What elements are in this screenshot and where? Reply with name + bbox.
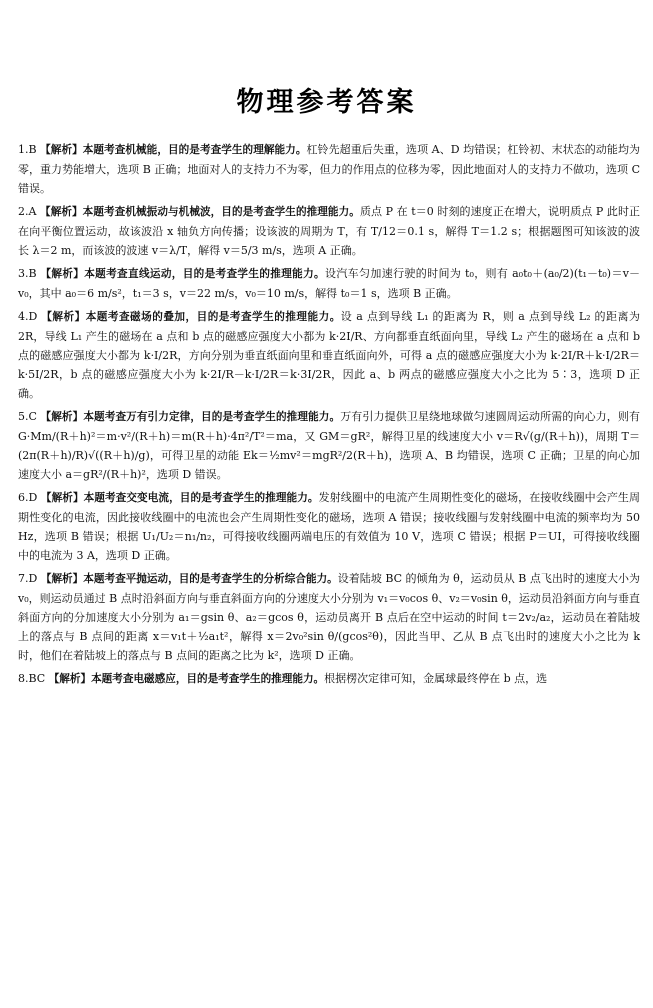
answer-number: 5.C	[18, 410, 37, 423]
answer-item-4	[18, 307, 640, 403]
analysis-heading: 【解析】本题考查平抛运动，目的是考查学生的分析综合能力。	[40, 573, 338, 585]
answer-number: 7.D	[18, 572, 38, 585]
analysis-text: 质点 P 在 t＝0 时刻的速度正在增大，说明质点 P 此时正在向平衡位置运动，故该波沿 x 轴负方向传播；设该波的周期为 T，有 T/12＝0.1 s，解得 T＝1.2 s；根据题图可知该波的波长 λ＝2 m，而该波的波速 v＝λ/T，解得 v＝5/3 m/s，选项 A 正确。	[18, 205, 641, 257]
answer-number: 2.A	[18, 205, 37, 218]
answer-item-8	[18, 669, 640, 688]
analysis-text: 发射线圈中的电流产生周期性变化的磁场，在接收线圈中会产生周期性变化的电流，因此接收线圈中的电流也会产生周期性变化的磁场，选项 A 错误；接收线圈与发射线圈中电流的频率均为 50 Hz，选项 B 错误；根据 U₁/U₂＝n₁/n₂，可得接收线圈两端电压的有效值为 10 V，选项 C 错误；根据 P＝UI，可得接收线圈中的电流为 3 A，选项 D 正确。	[18, 491, 641, 562]
answer-list	[18, 140, 640, 692]
answer-number: 3.B	[18, 267, 37, 280]
answer-number: 1.B	[18, 143, 37, 156]
answer-item-6	[18, 488, 640, 565]
analysis-heading: 【解析】本题考查电磁感应，目的是考查学生的推理能力。	[48, 673, 325, 685]
answer-item-3	[18, 264, 640, 303]
analysis-heading: 【解析】本题考查直线运动，目的是考查学生的推理能力。	[40, 268, 325, 280]
analysis-text: 根据楞次定律可知，金属球最终停在 b 点，选	[324, 672, 548, 685]
analysis-heading: 【解析】本题考查机械振动与机械波，目的是考查学生的推理能力。	[40, 206, 360, 218]
analysis-text: 杠铃先超重后失重，选项 A、D 均错误；杠铃初、末状态的动能均为零，重力势能增大，选项 B 正确；地面对人的支持力不为零，但力的作用点的位移为零，因此地面对人的支持力不做功，选项 C 错误。	[18, 143, 641, 195]
answer-number: 8.BC	[18, 672, 46, 685]
answer-number: 4.D	[18, 310, 38, 323]
analysis-heading: 【解析】本题考查机械能，目的是考查学生的理解能力。	[40, 144, 307, 156]
answer-item-2	[18, 202, 640, 260]
analysis-text: 设 a 点到导线 L₁ 的距离为 R，则 a 点到导线 L₂ 的距离为 2R，导线 L₁ 产生的磁场在 a 点和 b 点的磁感应强度大小都为 k·2I/R、方向都垂直纸面向里，导线 L₂ 产生的磁场在 a 点和 b 点的磁感应强度大小都为 k·I/2R，方向分别为垂直纸面向里和垂直纸面向外，可得 a 点的磁感应强度大小为 k·2I/R＋k·I/2R＝k·5I/2R，b 点的磁感应强度大小为 k·2I/R－k·I/2R＝k·3I/2R，因此 a、b 两点的磁感应强度大小之比为 5∶3，选项 D 正确。	[18, 310, 641, 400]
analysis-text: 设汽车匀加速行驶的时间为 t₀，则有 a₀t₀＋(a₀/2)(t₁－t₀)＝v－v₀，其中 a₀＝6 m/s²，t₁＝3 s，v＝22 m/s，v₀＝10 m/s，解得 t₀＝1 s，选项 B 正确。	[18, 267, 641, 300]
answer-number: 6.D	[18, 491, 38, 504]
analysis-heading: 【解析】本题考查磁场的叠加，目的是考查学生的推理能力。	[41, 311, 341, 323]
analysis-heading: 【解析】本题考查万有引力定律，目的是考查学生的推理能力。	[40, 411, 341, 423]
analysis-text: 设着陆坡 BC 的倾角为 θ，运动员从 B 点飞出时的速度大小为 v₀，则运动员通过 B 点时沿斜面方向与垂直斜面方向的分速度大小分别为 v₁＝v₀cos θ、v₂＝v₀sin θ，运动员沿斜面方向与垂直斜面方向的分加速度大小分别为 a₁＝gsin θ、a₂＝gcos θ，运动员离开 B 点后在空中运动的时间 t＝2v₂/a₂，运动员在着陆坡上的落点与 B 点间的距离 x＝v₁t＋½a₁t²，解得 x＝2v₀²sin θ/(gcos²θ)，因此当甲、乙从 B 点飞出时的速度大小之比为 k 时，他们在着陆坡上的落点与 B 点间的距离之比为 k²，选项 D 正确。	[18, 572, 640, 662]
answer-item-1	[18, 140, 640, 198]
analysis-heading: 【解析】本题考查交变电流，目的是考查学生的推理能力。	[40, 492, 319, 504]
answer-item-5	[18, 407, 640, 484]
page-title: 物理参考答案	[236, 87, 417, 118]
answer-item-7	[18, 569, 640, 665]
analysis-text: 万有引力提供卫星绕地球做匀速圆周运动所需的向心力，则有 G·Mm/(R＋h)²＝m·v²/(R＋h)＝m(R＋h)·4π²/T²＝ma，又 GM＝gR²，解得卫星的线速度大小 v＝R√(g/(R＋h))，周期 T＝(2π(R＋h)/R)√((R＋h)/g)，可得卫星的动能 Ek＝½mv²＝mgR²/2(R＋h)，选项 A、B 均错误，选项 C 正确；卫星的向心加速度大小 a＝gR²/(R＋h)²，选项 D 错误。	[18, 410, 640, 481]
